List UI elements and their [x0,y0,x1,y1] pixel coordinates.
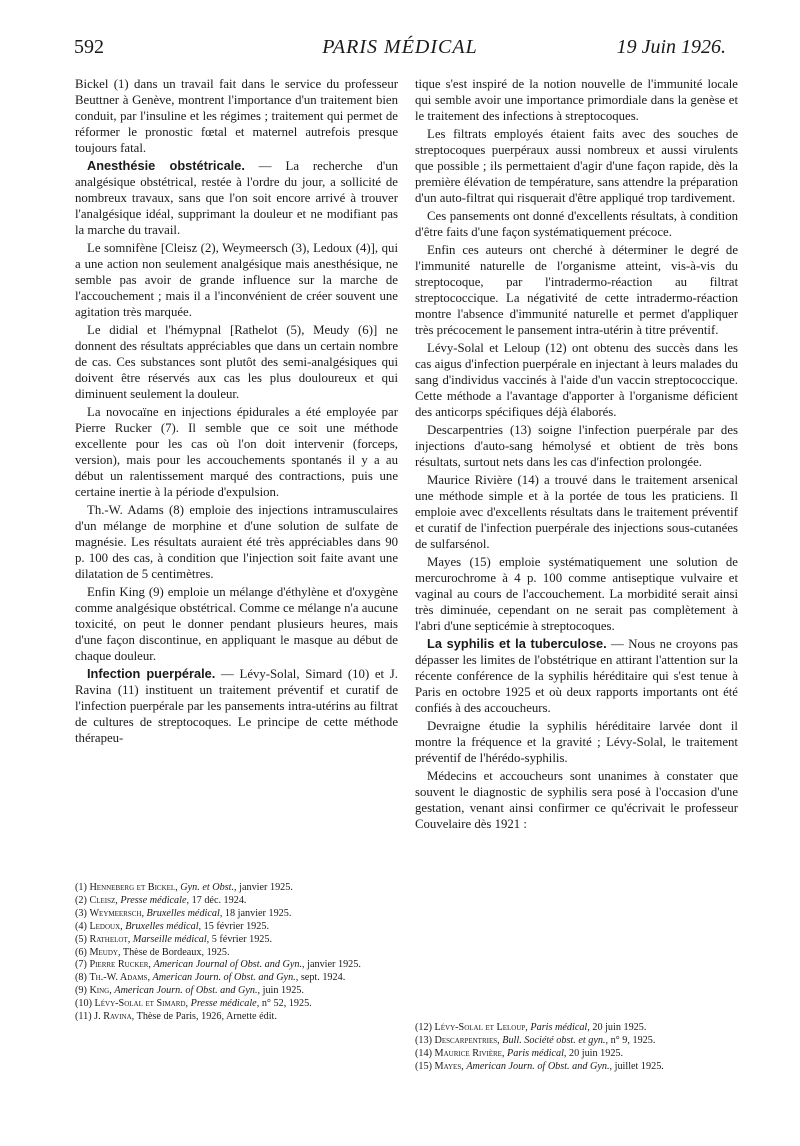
paragraph: Maurice Rivière (14) a trouvé dans le traitement arsenical une méthode simple et à la portée de tous les praticiens. Il emploie avec d'excellents résultats dans le traitement préventif et curatif de l'infection puerpérale des injections sous-cutanées de sulfarsénol. [415,473,738,551]
footnote: (7) Pierre Rucker, American Journal of Obst. and Gyn., janvier 1925. [75,959,361,971]
footnote-number: (10) [75,998,92,1010]
paragraph [415,636,738,716]
section-heading: Anesthésie obstétricale. [87,158,245,173]
footnote-detail: , 18 janvier 1925. [219,907,292,919]
footnote-number: (6) [75,946,87,958]
section-heading: La syphilis et la tuberculose. [427,636,607,651]
paragraph: Descarpentries (13) soigne l'infection puerpérale par des injections d'auto-sang hémolysé et obtient de très bons résultats, surtout nets dans les cas d'infection prolongée. [415,423,738,469]
footnote-source: Presse médicale [120,894,187,906]
footnote-detail: , n° 9, 1925. [605,1034,656,1046]
footnote: (15) Mayes, American Journ. of Obst. and Gyn., juillet 1925. [415,1060,664,1072]
footnote-detail: , 20 juin 1925. [563,1047,624,1059]
footnote-source: Bull. Société obst. et gyn. [502,1034,606,1046]
footnote: (11) J. Ravina, Thèse de Paris, 1926, Arnette édit. [75,1011,277,1023]
footnotes-right [415,1022,738,1074]
footnote-author: J. Ravina [94,1011,132,1023]
footnote-author: Lévy-Solal et Leloup [434,1022,526,1033]
paragraph: Enfin ces auteurs ont cherché à déterminer le degré de l'immunité naturelle de l'organisme atteint, vis-à-vis du streptocoque, par l'intradermo-réaction au filtrat streptococcique. La négativité de cette intradermo-réaction montre l'absence d'immunité naturelle et permet d'appliquer très précocement le pansement intra-utérin à titre préventif. [415,243,738,337]
footnote-author: Rathelot [89,933,128,945]
footnote-author: King [89,985,110,997]
paragraph: Devraigne étudie la syphilis héréditaire larvée dont il montre la fréquence et la gravité ; Lévy-Solal, le traitement préventif de l'hérédo-syphilis. [415,719,738,765]
footnote-author: Ledoux [89,920,121,932]
footnote-detail: , janvier 1925. [302,959,361,971]
paragraph: Th.-W. Adams (8) emploie des injections intramusculaires d'un mélange de morphine et d'une solution de sulfate de magnésie. Les résultats auraient été très appréciables dans 90 p. 100 des cas, à condition que l'injection soit faite avant une dilatation de 5 centimètres. [75,503,398,581]
footnote-detail: , juillet 1925. [609,1060,664,1072]
footnote-detail: , n° 52, 1925. [256,998,312,1010]
footnote: (13) Descarpentries, Bull. Société obst. et gyn., n° 9, 1925. [415,1034,656,1046]
footnote-author: Maurice Rivière [434,1047,502,1059]
footnote-detail: , juin 1925. [257,985,304,997]
footnote-source: Marseille médical [132,933,207,945]
footnote-source: Paris médical [507,1047,564,1059]
footnote-author: Lévy-Solal et Simard [94,998,186,1010]
footnote: (2) Cleisz, Presse médicale, 17 déc. 1924. [75,894,247,906]
paragraph: Le somnifène [Cleisz (2), Weymeersch (3), Ledoux (4)], qui a une action non seulement analgésique mais anesthésique, ne semble pas avoir de grande influence sur la marche de l'accouchement ; mais il a l'inconvénient de créer souvent une agitation très marquée. [75,241,398,319]
footnote-number: (2) [75,894,87,906]
footnote-detail: , sept. 1924. [295,972,346,984]
paragraph [75,666,398,746]
footnote-author: Descarpentries [434,1034,498,1046]
footnote: (12) Lévy-Solal et Leloup, Paris médical, 20 juin 1925. [415,1022,647,1033]
footnote-author: Weymeersch [89,907,142,919]
footnote: (9) King, American Journ. of Obst. and Gyn., juin 1925. [75,985,304,997]
running-title: PARIS MÉDICAL [322,36,478,58]
right-column [415,76,738,832]
paragraph: Ces pansements ont donné d'excellents résultats, à condition d'être faits d'une façon systématiquement précoce. [415,209,738,239]
footnote-number: (14) [415,1047,432,1059]
footnote-number: (13) [415,1034,432,1046]
footnote-author: Th.-W. Adams [89,972,148,984]
footnote-detail: , 5 février 1925. [206,933,273,945]
footnote-number: (9) [75,985,87,997]
paragraph: Enfin King (9) emploie un mélange d'éthylène et d'oxygène comme analgésique obstétrical. Comme ce mélange n'a aucune toxicité, on peut le donner pendant plusieurs heures, mais d'une façon discontinue, en appliquant le masque au début de chaque douleur. [75,585,398,663]
footnote: (1) Henneberg et Bickel, Gyn. et Obst., janvier 1925. [75,882,293,893]
paragraph: Médecins et accoucheurs sont unanimes à constater que souvent le diagnostic de syphilis sera posé à l'occasion d'une gestation, venant ainsi confirmer ce qu'écrivait le professeur Couvelaire dès 1921 : [415,769,738,831]
footnote-detail: , 15 février 1925. [198,920,269,932]
footnote: (10) Lévy-Solal et Simard, Presse médicale, n° 52, 1925. [75,998,312,1010]
paragraph-text: — Lévy-Solal, Simard (10) et J. Ravina (11) instituent un traitement préventif et curatif de l'infection puerpérale par les pansements intra-utérins au filtrat de cultures de streptocoques. Le principe de cette méthode thérapeu- [75,667,398,745]
footnote-number: (3) [75,907,87,919]
footnote-author: Mayes [434,1060,462,1072]
footnote-detail: , 17 déc. 1924. [186,894,247,906]
paragraph: La novocaïne en injections épidurales a été employée par Pierre Rucker (7). Il semble que ce soit une méthode excellente pour les cas où l'on doit intervenir (forceps, version), mais pour les accouchements spontanés il y a au début un ralentissement marqué des contractions, puis une certaine inertie à la période d'expulsion. [75,405,398,499]
paragraph: Bickel (1) dans un travail fait dans le service du professeur Beuttner à Genève, montrent l'importance d'un traitement bien conduit, par l'insuline et les régimes ; traitement qui permet de réformer le pronostic fœtal et maternel autrefois presque toujours fatal. [75,77,398,155]
paragraph: Lévy-Solal et Leloup (12) ont obtenu des succès dans les cas aigus d'infection puerpérale en injectant à leurs malades du sang d'individus vaccinés à l'aide d'un vaccin streptococcique. Cette méthode a l'avantage d'apporter à l'organisme déficient des anticorps spécifiques déjà élaborés. [415,341,738,419]
issue-date: 19 Juin 1926. [616,36,726,58]
footnote: (3) Weymeersch, Bruxelles médical, 18 janvier 1925. [75,907,292,919]
footnote-author: Henneberg et Bickel [89,882,176,893]
page-number: 592 [74,36,104,58]
footnote-source: Gyn. et Obst. [180,882,235,893]
footnote: (4) Ledoux, Bruxelles médical, 15 février 1925. [75,920,269,932]
footnote: (5) Rathelot, Marseille médical, 5 février 1925. [75,933,273,945]
footnote-number: (4) [75,920,87,932]
footnote-source: Presse médicale [190,998,257,1010]
footnote-source: Paris médical [530,1022,588,1033]
footnote-number: (12) [415,1022,432,1033]
paragraph-text: — La recherche d'un analgésique obstétrical, restée à l'ordre du jour, a sollicité de nombreux travaux, sans que l'on soit encore arrivé à trouver l'analgésique idéal, supprimant la douleur et ne modifiant pas la marche du travail. [75,159,398,237]
paragraph: Les filtrats employés étaient faits avec des souches de streptocoques puerpéraux aussi nombreux et aussi virulents que possible ; ils permettaient d'agir d'une façon rapide, dès la première élévation de température, sans attendre la préparation d'un auto-filtrat qui risquerait d'être appliqué trop tardivement. [415,127,738,205]
footnote-author: Cleisz [89,894,116,906]
footnote-source: American Journal of Obst. and Gyn. [153,959,303,971]
footnote: (14) Maurice Rivière, Paris médical, 20 juin 1925. [415,1047,624,1059]
section-heading: Infection puerpérale. [87,666,216,681]
footnote-author: Meudy [89,946,118,958]
footnote-source: American Journ. of Obst. and Gyn. [152,972,296,984]
footnote-number: (11) [75,1011,92,1023]
left-column [75,76,398,746]
footnote-number: (5) [75,933,87,945]
paragraph: Mayes (15) emploie systématiquement une solution de mercurochrome à 4 p. 100 comme antiseptique vulvaire et vaginal au cours de l'accouchement. La morbidité serait ainsi très diminuée, cependant on ne serait pas complètement à l'abri d'une septicémie à streptocoques. [415,555,738,633]
footnote-number: (1) [75,882,87,893]
footnote-number: (7) [75,959,87,971]
paragraph: tique s'est inspiré de la notion nouvelle de l'immunité locale qui semble avoir une importance primordiale dans la genèse et le traitement des infections à streptocoques. [415,77,738,123]
paragraph [75,158,398,238]
footnote-detail: Thèse de Bordeaux, 1925. [122,946,230,958]
footnote-detail: , janvier 1925. [234,882,293,893]
footnote: (6) Meudy, Thèse de Bordeaux, 1925. [75,946,230,958]
footnote-source: Bruxelles médical [125,920,199,932]
footnote-author: Pierre Rucker [89,959,149,971]
footnote-source: Bruxelles médical [146,907,220,919]
footnote: (8) Th.-W. Adams, American Journ. of Obst. and Gyn., sept. 1924. [75,972,346,984]
footnote-source: American Journ. of Obst. and Gyn. [466,1060,610,1072]
footnotes-left [75,882,398,1024]
footnote-source: American Journ. of Obst. and Gyn. [114,985,258,997]
paragraph: Le didial et l'hémypnal [Rathelot (5), Meudy (6)] ne donnent des résultats appréciables que dans un certain nombre de cas. Ces substances sont plutôt des semi-analgésiques qui doivent être réservés aux cas les plus douloureux et qui diminuent seulement la douleur. [75,323,398,401]
footnote-detail: Thèse de Paris, 1926, Arnette édit. [136,1011,277,1023]
footnote-number: (8) [75,972,87,984]
paragraph-text: — Nous ne croyons pas dépasser les limites de l'obstétrique en attirant l'attention sur la récente conférence de la syphilis héréditaire qui s'est tenue à Paris en octobre 1925 et où deux rapports importants ont été confiés à des accoucheurs. [415,637,738,715]
footnote-detail: , 20 juin 1925. [587,1022,647,1033]
footnote-number: (15) [415,1060,432,1072]
